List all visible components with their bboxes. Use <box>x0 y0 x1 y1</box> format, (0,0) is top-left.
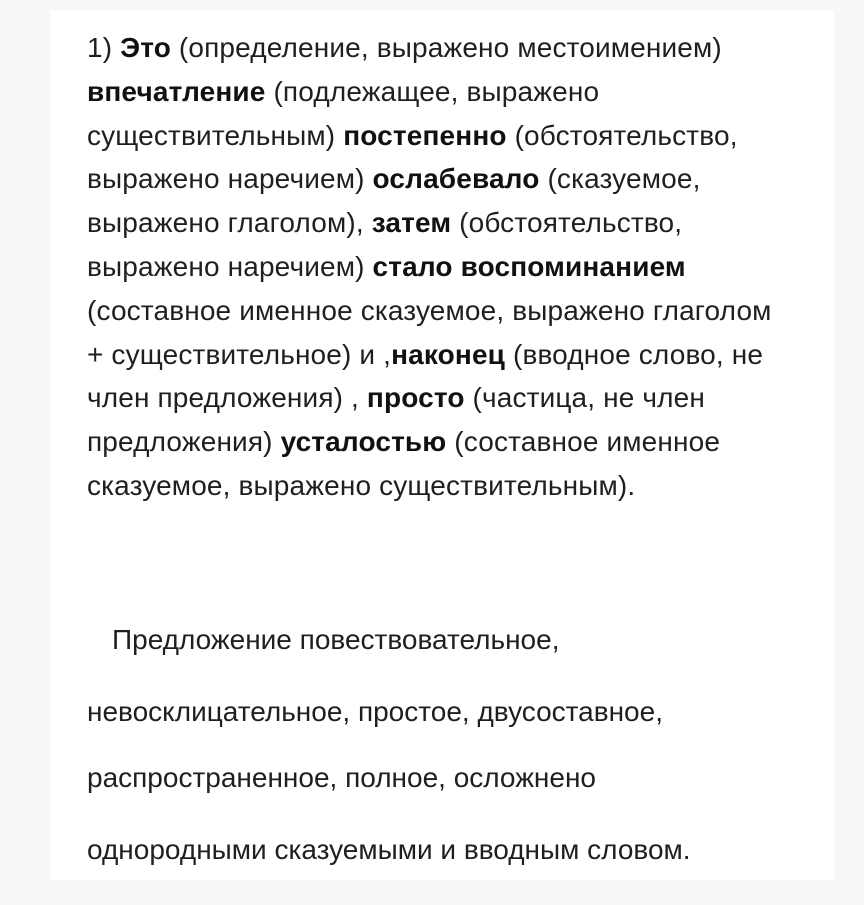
analysis-word: усталостью <box>280 426 447 458</box>
summary-line-4: однородными сказуемыми и вводным словом. <box>87 834 691 865</box>
analysis-word: постепенно <box>343 119 507 151</box>
analysis-word: ослабевало <box>372 163 540 195</box>
analysis-text: (частица, не член предложения) <box>87 382 705 458</box>
summary-line-2: невосклицательное, простое, двусоставное, <box>87 696 663 727</box>
analysis-text: (подлежащее, выражено существительным) <box>87 75 600 151</box>
analysis-word: впечатление <box>87 75 266 107</box>
summary-line-1: Предложение повествовательное, <box>112 624 560 655</box>
analysis-text: 1) <box>87 32 121 63</box>
analysis-word: стало воспоминанием <box>372 250 686 282</box>
sentence-analysis <box>87 26 777 508</box>
analysis-text: (составное именное сказуемое, выражено существительным). <box>87 426 721 501</box>
analysis-word: наконец <box>391 338 506 370</box>
analysis-text: (определение, выражено местоимением) <box>170 32 722 63</box>
analysis-word: затем <box>371 207 452 239</box>
analysis-word: Это <box>120 32 171 63</box>
analysis-text: (обстоятельство, выражено наречием) <box>87 119 738 195</box>
analysis-text: (вводное слово, не член предложения) , <box>87 338 764 414</box>
analysis-word: просто <box>366 382 465 414</box>
analysis-text: (сказуемое, выражено глаголом), <box>87 163 701 239</box>
summary-line-3: распространенное, полное, осложнено <box>87 762 596 793</box>
analysis-text: (обстоятельство, выражено наречием) <box>87 207 683 282</box>
analysis-text: (составное именное сказуемое, выражено глаголом + существительное) и , <box>87 294 772 370</box>
